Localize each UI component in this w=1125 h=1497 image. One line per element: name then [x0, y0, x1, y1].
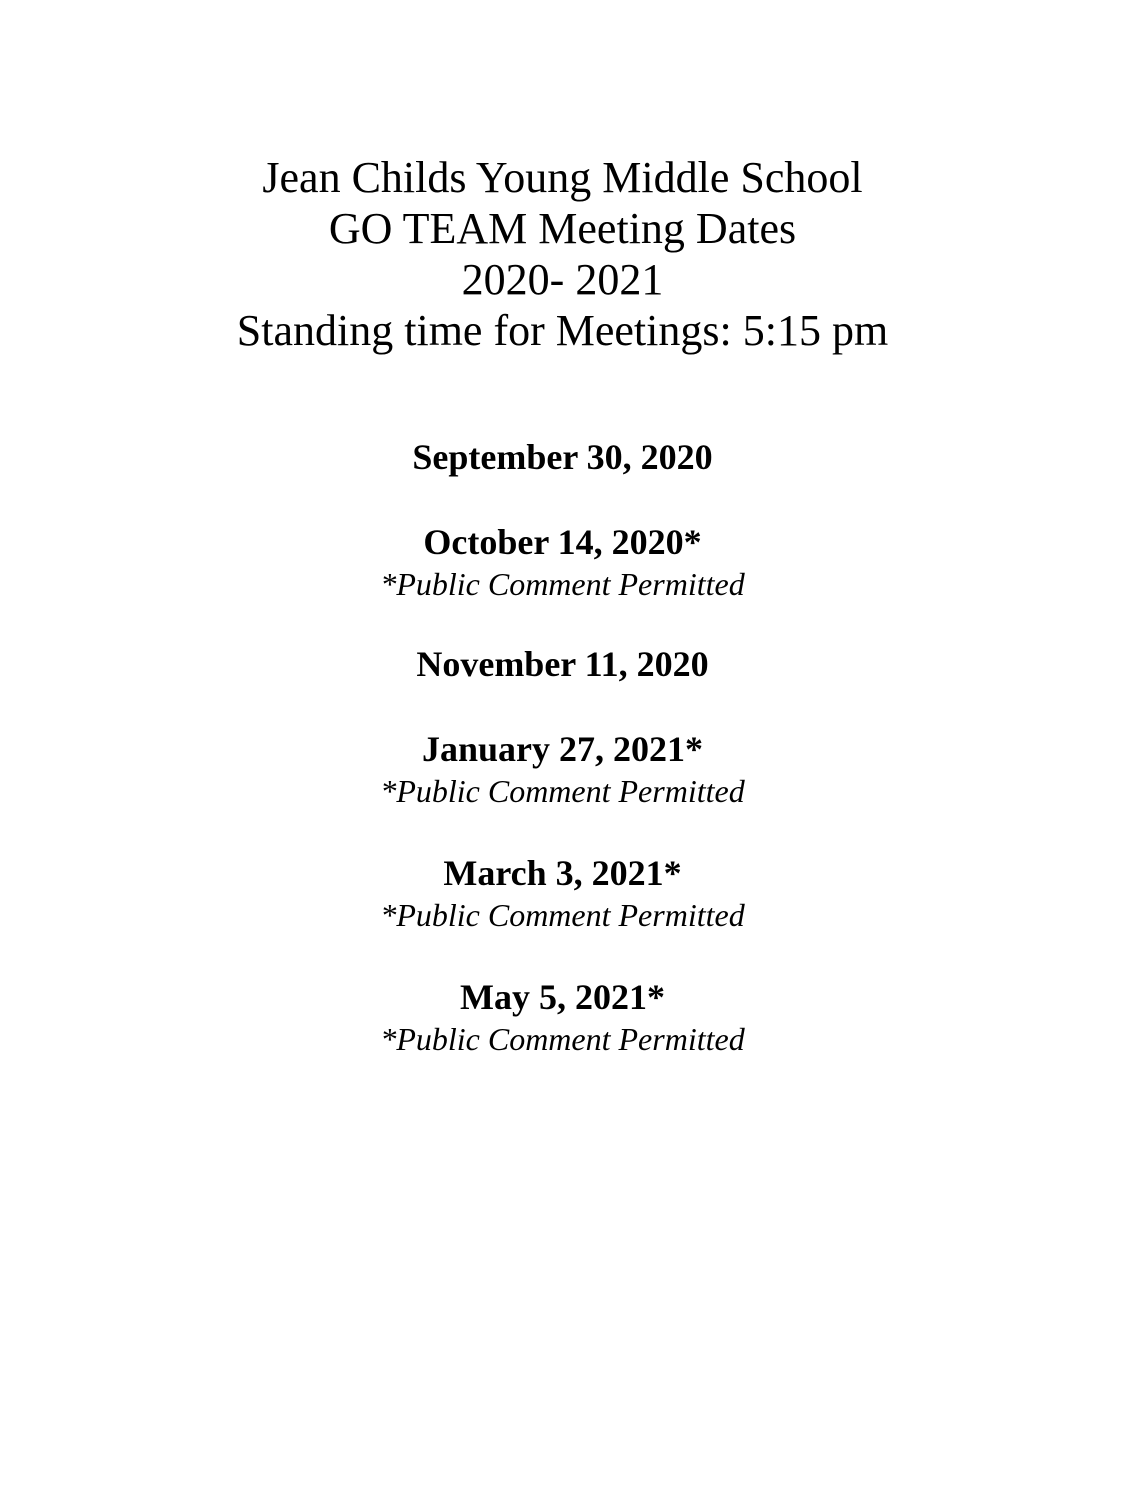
meeting-date: October 14, 2020* [423, 522, 702, 562]
meeting-date: May 5, 2021* [460, 977, 665, 1017]
document-header [0, 152, 1125, 356]
meeting-date: January 27, 2021* [421, 729, 704, 769]
meeting-entry [0, 642, 1125, 686]
meeting-entry [0, 727, 1125, 811]
meeting-entry [0, 520, 1125, 604]
standing-time: Standing time for Meetings: 5:15 pm [236, 306, 889, 355]
meeting-date: March 3, 2021* [443, 853, 682, 893]
document-subtitle: GO TEAM Meeting Dates [328, 204, 797, 253]
meeting-date: November 11, 2020 [416, 644, 709, 684]
school-name: Jean Childs Young Middle School [262, 153, 863, 202]
meeting-entry [0, 435, 1125, 479]
public-comment-note: *Public Comment Permitted [380, 566, 745, 602]
school-year: 2020- 2021 [461, 255, 664, 304]
public-comment-note: *Public Comment Permitted [380, 773, 745, 809]
meeting-entry [0, 975, 1125, 1059]
meeting-date: September 30, 2020 [412, 437, 713, 477]
public-comment-note: *Public Comment Permitted [380, 897, 745, 933]
meeting-entry [0, 851, 1125, 935]
public-comment-note: *Public Comment Permitted [380, 1021, 745, 1057]
